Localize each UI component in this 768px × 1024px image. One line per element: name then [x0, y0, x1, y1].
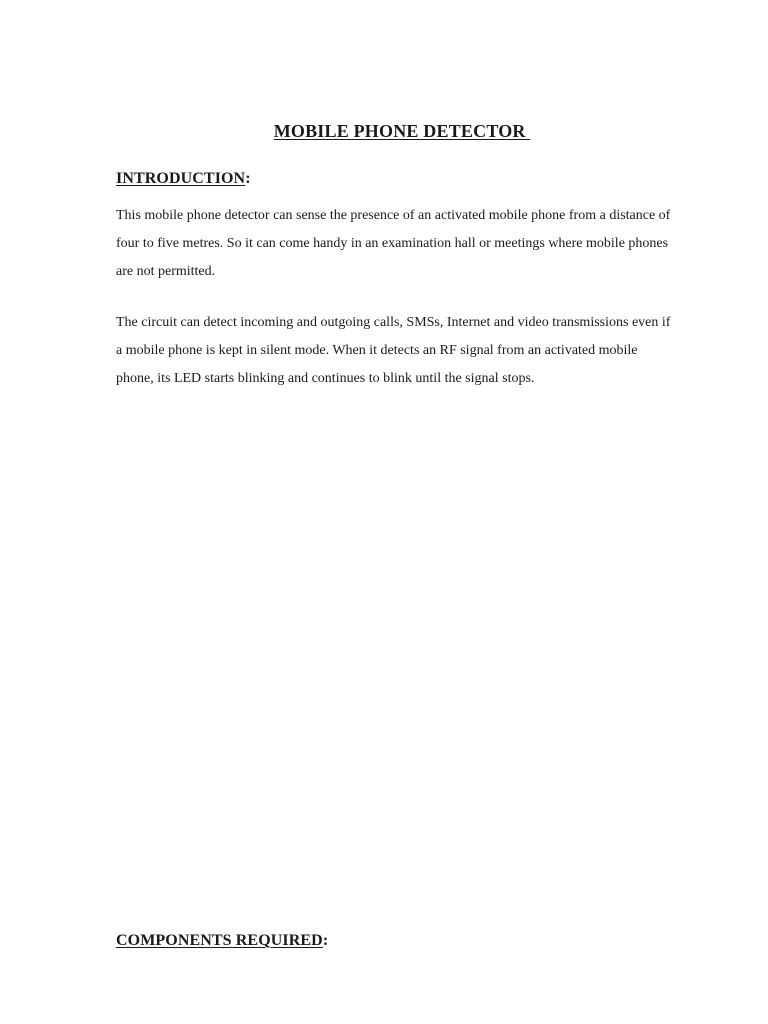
introduction-heading-text: INTRODUCTION — [116, 170, 246, 187]
components-required-heading-colon: : — [322, 932, 329, 949]
introduction-heading-colon: : — [245, 170, 251, 187]
document-title-text: MOBILE PHONE DETECTOR — [273, 121, 531, 141]
components-required-heading-text: COMPONENTS REQUIRED — [116, 932, 323, 949]
introduction-paragraph-1: This mobile phone detector can sense the presence of an activated mobile phone from a distance of four to five metres. So it can come handy in an examination hall or meetings where mobile phones are not permitted. — [116, 208, 671, 279]
document-title — [0, 121, 768, 142]
introduction-heading — [116, 170, 251, 188]
introduction-paragraph-2: The circuit can detect incoming and outgoing calls, SMSs, Internet and video transmissions even if a mobile phone is kept in silent mode. When it detects an RF signal from an activated mobile phone, its LED starts blinking and continues to blink until the signal stops. — [116, 315, 671, 386]
components-required-heading — [116, 932, 328, 950]
